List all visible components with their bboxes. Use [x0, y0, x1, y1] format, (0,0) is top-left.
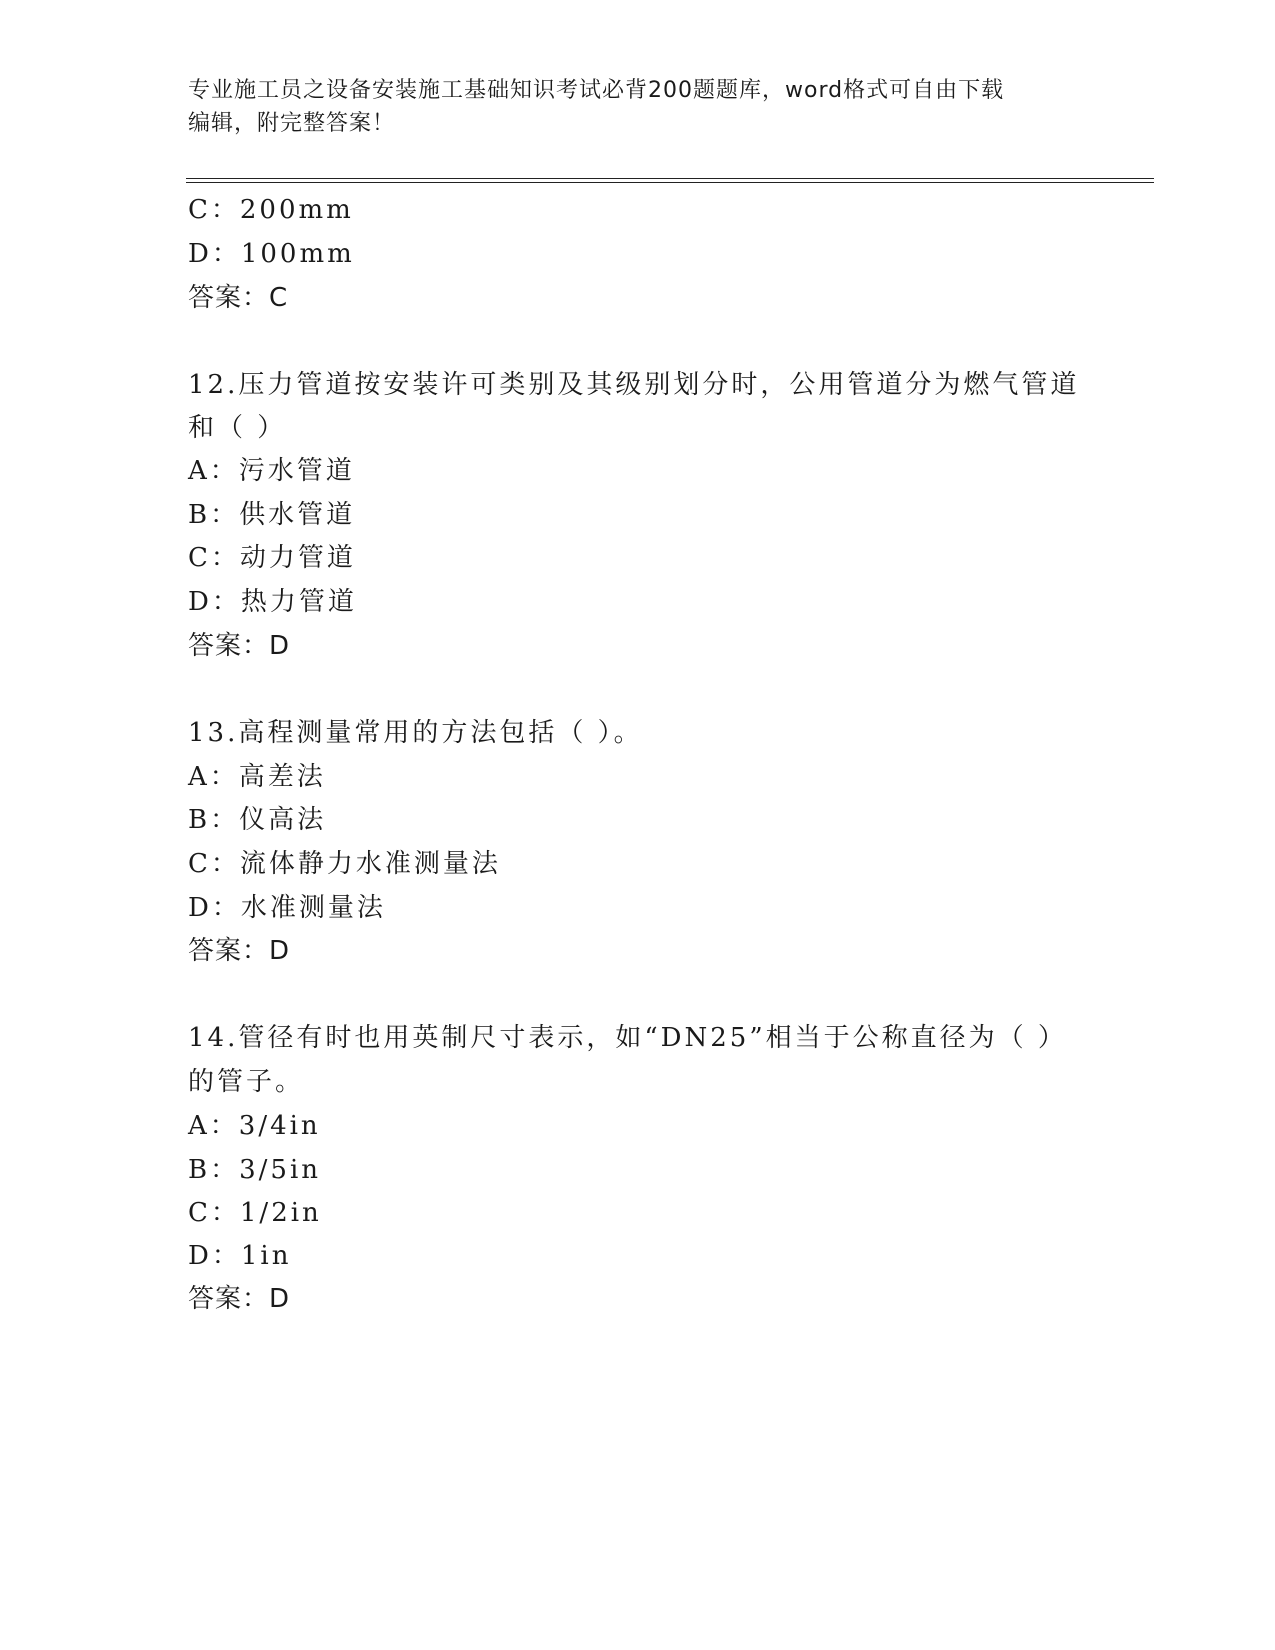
q14-stem-line-2: 的管子。 [188, 1067, 305, 1097]
q11-answer: 答案：C [188, 283, 289, 313]
q13-answer: 答案：D [188, 936, 291, 966]
q12-option-a: A：污水管道 [188, 456, 355, 486]
q13-option-b: B：仪高法 [188, 805, 327, 835]
q12-option-d: D：热力管道 [188, 587, 357, 617]
q12-stem-line-2: 和（ ） [188, 413, 287, 443]
document-header [188, 74, 1088, 140]
q13-stem-line-1: 13.高程测量常用的方法包括（ ）。 [188, 718, 643, 748]
q13-option-d: D：水准测量法 [188, 893, 386, 923]
q11-option-c: C：200mm [188, 195, 354, 225]
q12-answer: 答案：D [188, 631, 291, 661]
q14-option-b: B：3/5in [188, 1155, 322, 1185]
header-double-rule [186, 178, 1154, 183]
header-title-line-2: 编辑，附完整答案！ [188, 111, 396, 136]
q13-option-c: C：流体静力水准测量法 [188, 849, 501, 879]
q14-option-a: A：3/4in [188, 1111, 321, 1141]
q14-stem-line-1: 14.管径有时也用英制尺寸表示，如“DN25”相当于公称直径为（ ） [188, 1023, 1067, 1053]
q12-option-c: C：动力管道 [188, 543, 356, 573]
q12-option-b: B：供水管道 [188, 500, 356, 530]
q13-option-a: A：高差法 [188, 762, 326, 792]
q11-option-d: D：100mm [188, 239, 355, 269]
q14-option-c: C：1/2in [188, 1198, 322, 1228]
q12-stem-line-1: 12.压力管道按安装许可类别及其级别划分时，公用管道分为燃气管道 [188, 370, 1080, 400]
header-title-line-1: 专业施工员之设备安装施工基础知识考试必背200题题库，word格式可自由下载 [188, 78, 1005, 103]
q14-answer: 答案：D [188, 1284, 291, 1314]
q14-option-d: D：1in [188, 1241, 292, 1271]
